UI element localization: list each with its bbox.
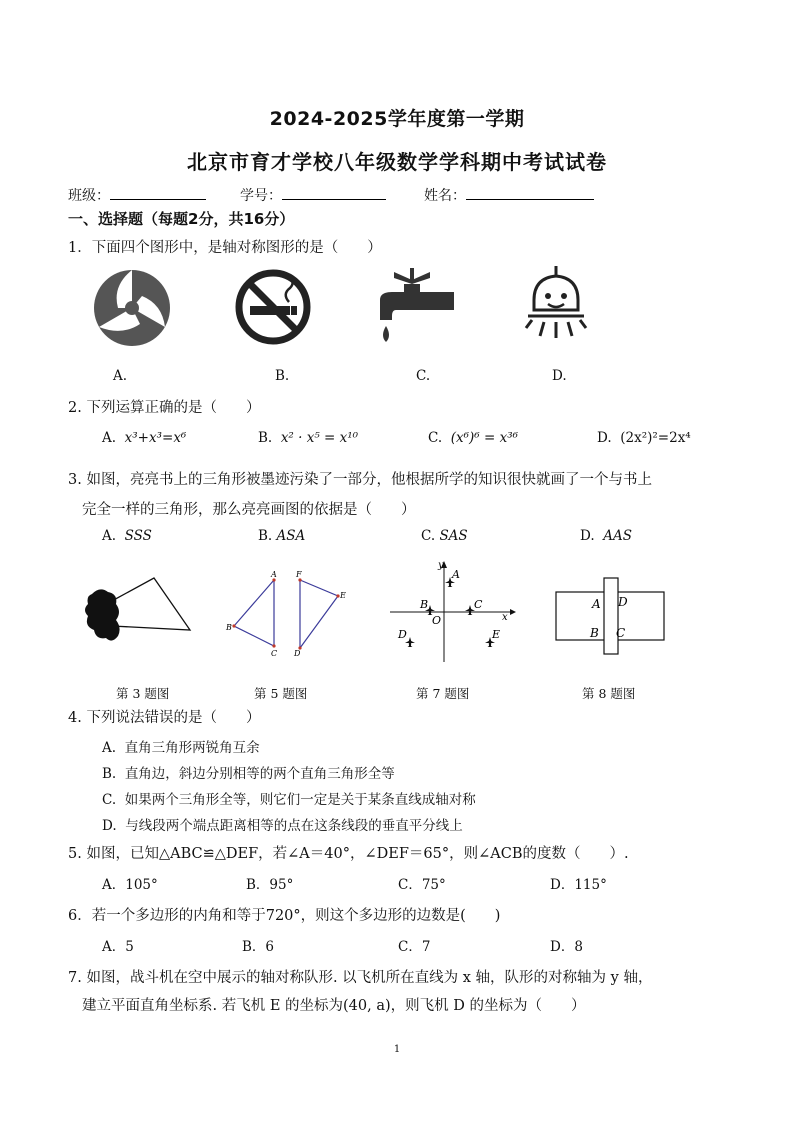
q1-stem: 1．下面四个图形中，是轴对称图形的是（ ） [68,240,382,256]
q3-stem-line1: 3. 如图，亮亮书上的三角形被墨迹污染了一部分，他根据所学的知识很快就画了一个与书上 [68,472,652,488]
name-label: 姓名： [424,188,466,204]
caption-fig8: 第 8 题图 [582,686,636,701]
caption-fig3: 第 3 题图 [116,686,170,701]
q3-option-a-label: A. [102,528,117,544]
q5-option-b-label: B． [246,877,270,893]
section-title: 一、选择题（每题2分，共16分） [68,210,295,228]
q5-option-b[interactable] [246,873,293,893]
student-number-field [240,185,386,205]
fig3-triangle [110,578,190,630]
q3-option-b-text: ASA [276,528,306,544]
fig8-label-b: B [590,626,599,640]
q6-option-a-label: A． [102,939,126,955]
fig5-triangle-abc [234,580,274,646]
exam-title: 北京市育才学校八年级数学学科期中考试试卷 [187,150,607,174]
q4-stem: 4. 下列说法错误的是（ ） [68,710,261,726]
q6-option-d-text: 8 [574,939,583,955]
fig5-label-e: E [340,591,346,600]
fig7-label-a: A [452,568,460,581]
q5-option-a[interactable] [102,873,158,893]
faucet-icon [374,266,456,348]
fig5-triangle-def [300,580,338,648]
q5-option-d-label: D． [550,877,575,893]
q4-option-c-text: 如果两个三角形全等，则它们一定是关于某条直线成轴对称 [124,792,476,808]
q5-option-c-text: 75° [421,877,446,893]
q4-option-c[interactable] [102,788,476,808]
q6-option-d[interactable] [550,935,583,955]
caption-fig7: 第 7 题图 [416,686,470,701]
q2-option-c-label: C. [428,430,443,446]
fig7-label-e: E [492,628,501,641]
q2-option-d-label: D. [597,430,612,446]
q1-option-b[interactable]: B. [275,368,290,384]
q2-option-b[interactable] [258,430,358,446]
q6-option-a[interactable] [102,935,134,955]
q5-option-b-text: 95° [269,877,294,893]
q6-option-c-text: 7 [421,939,431,955]
fig5-label-f: F [296,570,302,579]
q1-option-a[interactable]: A. [113,368,128,384]
fig8-label-a: A [592,597,601,611]
fig5-label-b: B [226,623,232,632]
q5-option-d-text: 115° [574,877,607,893]
q5-option-a-text: 105° [125,877,158,893]
student-number-blank[interactable] [282,185,386,200]
q2-option-b-text: x² · x⁵ = x¹⁰ [280,430,359,446]
q3-option-c[interactable] [421,528,468,544]
q5-option-d[interactable] [550,873,607,893]
q6-option-b-text: 6 [265,939,275,955]
q4-option-a[interactable] [102,736,260,756]
fig7-label-o: O [432,614,442,627]
q3-option-c-label: C. [421,528,436,544]
q7-stem-line2: 建立平面直角坐标系. 若飞机 E 的坐标为(40, a)，则飞机 D 的坐标为（ ） [82,998,586,1014]
q7-stem-line1: 7. 如图，战斗机在空中展示的轴对称队形. 以飞机所在直线为 x 轴，队形的对称轴为 y 轴， [68,970,653,986]
q4-option-d[interactable] [102,814,463,834]
q2-stem: 2. 下列运算正确的是（ ） [68,400,261,416]
q6-option-b[interactable] [242,935,274,955]
fig5-label-a: A [271,570,277,579]
fig7-label-d: D [398,628,407,641]
q5-stem: 5. 如图，已知△ABC≌△DEF，若∠A＝40°，∠DEF＝65°，则∠ACB的度数（ ）. [68,846,629,862]
class-blank[interactable] [110,185,206,200]
figure-3 [78,574,194,648]
q6-option-d-label: D． [550,939,575,955]
student-number-label: 学号： [240,188,282,204]
q3-option-d-text: AAS [603,528,632,544]
tri-blade-circle-icon [92,268,172,348]
fig8-strip [604,578,618,654]
page-number: 1 [393,1044,401,1055]
name-blank[interactable] [466,185,594,200]
q3-option-a[interactable] [102,528,152,544]
q2-option-a-label: A. [102,430,117,446]
q5-option-a-label: A． [102,877,126,893]
q3-option-d-label: D. [580,528,595,544]
q6-option-a-text: 5 [125,939,134,955]
q3-stem-line2: 完全一样的三角形，那么亮亮画图的依据是（ ） [82,502,416,518]
no-smoking-icon [234,268,312,346]
figure-8 [552,576,670,656]
fig8-label-c: C [616,626,626,640]
q6-stem: 6．若一个多边形的内角和等于720°，则这个多边形的边数是( ) [68,908,501,924]
lamp-icon [524,264,588,346]
q4-option-d-label: D. [102,818,117,834]
name-field [424,185,594,205]
q4-option-b-text: 直角边，斜边分别相等的两个直角三角形全等 [124,766,395,782]
q1-option-d[interactable]: D. [552,368,567,384]
q3-option-c-text: SAS [439,528,468,544]
figure-7 [384,556,520,666]
fig8-label-d: D [618,595,628,609]
q2-option-c[interactable] [428,430,518,446]
q4-option-d-text: 与线段两个端点距离相等的点在这条线段的垂直平分线上 [125,818,463,834]
q3-option-a-text: SSS [124,528,152,544]
q2-option-a[interactable] [102,430,186,446]
q5-option-c[interactable] [398,873,446,893]
q4-option-c-label: C. [102,792,117,808]
fig7-label-c: C [474,598,483,611]
q3-option-d[interactable] [580,528,632,544]
exam-term-title: 2024-2025学年度第一学期 [269,108,525,130]
caption-fig5: 第 5 题图 [254,686,308,701]
q2-option-a-text: x³+x³=x⁶ [124,430,187,446]
q2-option-b-label: B. [258,430,273,446]
q4-option-a-label: A. [102,740,117,756]
fig3-ink-blot [85,589,120,640]
q6-option-c-label: C． [398,939,422,955]
fig5-label-d: D [294,649,301,658]
q2-option-d[interactable] [597,430,691,446]
class-label: 班级： [68,188,110,204]
q3-option-b-label: B. [258,528,273,544]
q5-option-c-label: C． [398,877,422,893]
figure-5 [224,570,354,658]
q6-option-b-label: B． [242,939,266,955]
q1-option-c[interactable]: C. [416,368,431,384]
q2-option-d-text: (2x²)²=2x⁴ [620,430,691,446]
q6-option-c[interactable] [398,935,430,955]
fig7-label-x: x [502,612,508,623]
class-field [68,185,206,205]
q3-option-b[interactable] [258,528,305,544]
fig7-label-b: B [420,598,429,611]
q4-option-b[interactable] [102,762,395,782]
q4-option-b-label: B. [102,766,117,782]
fig7-label-y: y [438,560,444,571]
fig5-label-c: C [271,649,278,658]
q2-option-c-text: (x⁶)⁶ = x³⁶ [450,430,519,446]
q4-option-a-text: 直角三角形两锐角互余 [124,740,260,756]
